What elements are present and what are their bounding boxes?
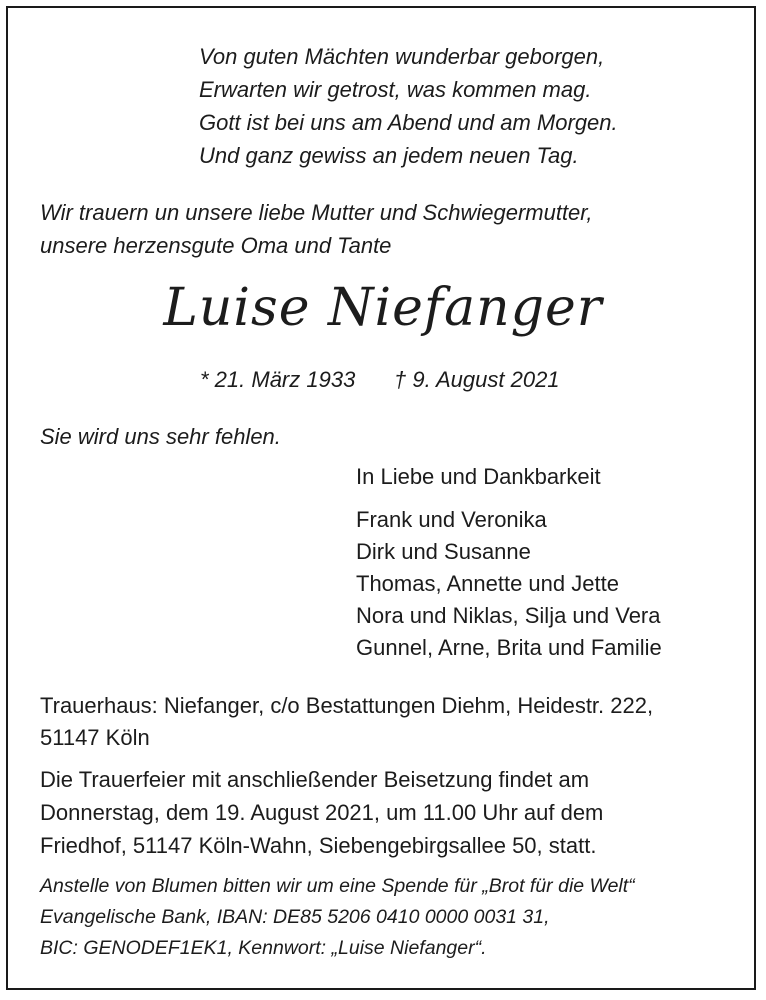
poem-line-2: Erwarten wir getrost, was kommen mag.	[199, 77, 592, 102]
donation-line-1: Anstelle von Blumen bitten wir um eine Spende für „Brot für die Welt“	[40, 875, 635, 897]
intro-line-2: unsere herzensgute Oma und Tante	[40, 233, 392, 258]
intro-line-1: Wir trauern un unsere liebe Mutter und Schwiegermutter,	[40, 200, 593, 225]
trauerhaus-line-2: 51147 Köln	[40, 725, 150, 750]
poem-line-4: Und ganz gewiss an jedem neuen Tag.	[199, 143, 579, 168]
poem-line-3: Gott ist bei uns am Abend und am Morgen.	[199, 110, 618, 135]
mourner-line: Frank und Veronika	[356, 507, 547, 532]
donation-line-2: Evangelische Bank, IBAN: DE85 5206 0410 0000 0031 31,	[40, 906, 550, 928]
mourner-line: Nora und Niklas, Silja und Vera	[356, 603, 661, 628]
birth-date: * 21. März 1933	[200, 367, 356, 392]
trauerhaus-line-1: Trauerhaus: Niefanger, c/o Bestattungen Diehm, Heidestr. 222,	[40, 693, 654, 718]
ceremony-line-3: Friedhof, 51147 Köln-Wahn, Siebengebirgsallee 50, statt.	[40, 833, 597, 858]
poem-line-1: Von guten Mächten wunderbar geborgen,	[199, 44, 605, 69]
mourner-line: Thomas, Annette und Jette	[356, 571, 619, 596]
ceremony-line-2: Donnerstag, dem 19. August 2021, um 11.00 Uhr auf dem	[40, 800, 604, 825]
death-date: † 9. August 2021	[394, 367, 560, 392]
ceremony-line-1: Die Trauerfeier mit anschließender Beisetzung findet am	[40, 767, 590, 792]
deceased-name: Luise Niefanger	[163, 278, 603, 338]
donation-line-3: BIC: GENODEF1EK1, Kennwort: „Luise Niefanger“.	[40, 937, 487, 959]
mourner-line: Dirk und Susanne	[356, 539, 531, 564]
mourners-heading: In Liebe und Dankbarkeit	[356, 464, 601, 489]
farewell-line: Sie wird uns sehr fehlen.	[40, 424, 281, 449]
mourner-line: Gunnel, Arne, Brita und Familie	[356, 635, 662, 660]
